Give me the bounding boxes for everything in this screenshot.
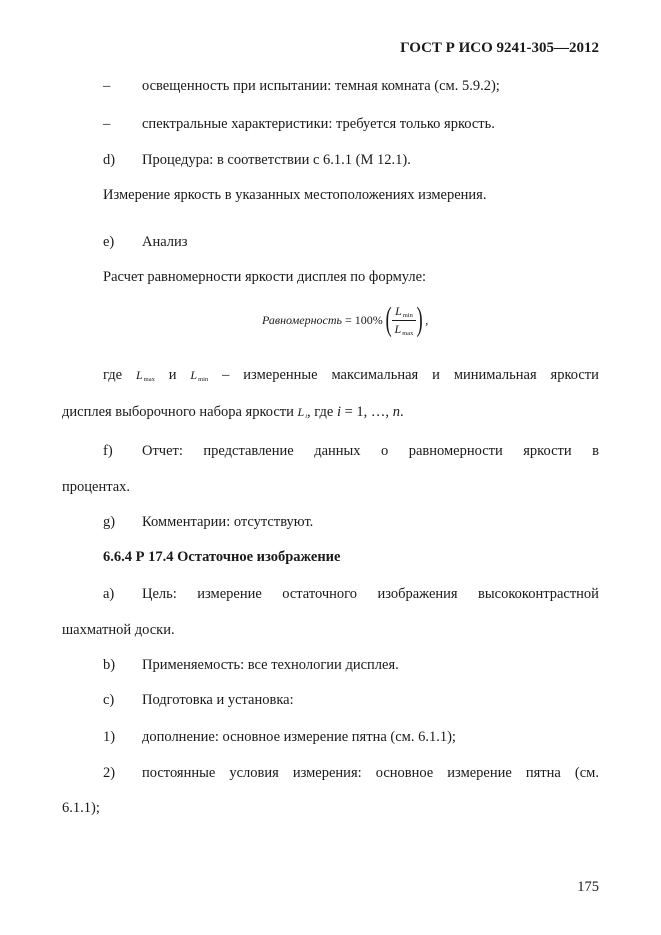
- section-heading: 6.6.4 Р 17.4 Остаточное изображение: [103, 549, 341, 565]
- formula-lhs: Равномерность: [262, 312, 342, 327]
- formula-comma: ,: [425, 312, 429, 327]
- where-word: минимальная: [453, 367, 537, 383]
- item-2-marker: 2): [103, 765, 116, 781]
- denominator-sub: max: [402, 329, 414, 337]
- page-number: 175: [577, 879, 599, 895]
- item-a-continuation: шахматной доски.: [62, 622, 175, 638]
- item-b-text: Применяемость: все технологии дисплея.: [142, 657, 399, 673]
- lmax-symbol: $L_{max}$: [135, 368, 155, 383]
- item-1-marker: 1): [103, 729, 116, 745]
- fraction-denominator: [395, 321, 414, 337]
- where-word: где: [103, 367, 123, 383]
- item-d-marker: d): [103, 152, 116, 168]
- calculation-paragraph: Расчет равномерности яркости дисплея по формуле:: [103, 269, 427, 285]
- denominator-var: L: [394, 321, 402, 336]
- lmin-symbol: $L_{min}$: [190, 368, 209, 383]
- uniformity-formula: [262, 303, 428, 337]
- item-a-line: Цель: измерение остаточного изображения высококонтрастной: [142, 586, 599, 602]
- left-paren-icon: (: [385, 301, 392, 338]
- and-word: и: [168, 367, 177, 383]
- item-2-line: постоянные условия измерения: основное измерение пятна (см.: [142, 765, 599, 781]
- formula-fraction: [392, 304, 416, 337]
- where-word: максимальная: [331, 367, 419, 383]
- where-word: и: [432, 367, 440, 383]
- item-g-text: Комментарии: отсутствуют.: [142, 514, 314, 530]
- item-a-marker: a): [103, 586, 115, 602]
- right-paren-icon: ): [416, 301, 423, 338]
- dash-marker: –: [103, 116, 111, 132]
- item-g-marker: g): [103, 514, 116, 530]
- item-c-marker: c): [103, 692, 115, 708]
- item-1-text: дополнение: основное измерение пятна (см. 6.1.1);: [142, 729, 456, 745]
- item-c-text: Подготовка и установка:: [142, 692, 294, 708]
- where-line-2: дисплея выборочного набора яркости $L_i$, где i = 1, …, n.: [62, 404, 404, 420]
- numerator-var: L: [395, 303, 402, 318]
- dash-marker: –: [103, 78, 111, 94]
- illumination-item: освещенность при испытании: темная комната (см. 5.9.2);: [142, 78, 500, 94]
- li-symbol: $L_i$: [297, 405, 308, 420]
- item-b-marker: b): [103, 657, 116, 673]
- item-f-marker: f): [103, 443, 113, 459]
- spectral-item: спектральные характеристики: требуется только яркость.: [142, 116, 495, 132]
- item-e-text: Анализ: [142, 234, 188, 250]
- item-f-line: Отчет: представление данных о равномерности яркости в: [142, 443, 599, 459]
- where-dash: –: [222, 367, 230, 383]
- where-word: измеренные: [243, 367, 318, 383]
- item-2-continuation: 6.1.1);: [62, 800, 100, 816]
- fraction-numerator: [392, 304, 416, 321]
- where-word: яркости: [550, 367, 599, 383]
- measurement-paragraph: Измерение яркость в указанных местоположениях измерения.: [103, 187, 487, 203]
- item-f-continuation: процентах.: [62, 479, 131, 495]
- formula-eq: = 100%: [344, 312, 383, 327]
- where-line: [103, 367, 599, 384]
- numerator-sub: min: [402, 311, 413, 319]
- item-e-marker: e): [103, 234, 115, 250]
- item-d-text: Процедура: в соответствии с 6.1.1 (М 12.1).: [142, 152, 411, 168]
- document-header: ГОСТ Р ИСО 9241-305—2012: [400, 40, 599, 56]
